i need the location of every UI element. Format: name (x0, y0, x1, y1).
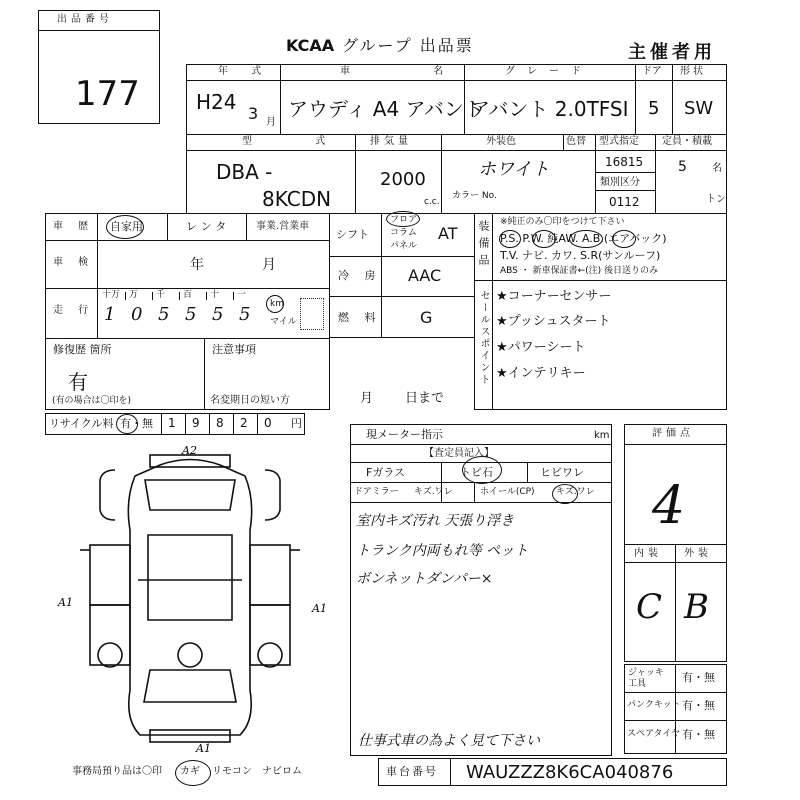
repair-label: 修復歴 箇所 (53, 343, 112, 356)
logo: KCAA (286, 36, 335, 55)
color-no-label: カラー No. (452, 191, 497, 201)
office-remote: リモコン (212, 766, 252, 777)
recycle-digit: 1 (168, 416, 176, 430)
spare-value: 有・無 (682, 728, 715, 741)
lot-number-box (38, 10, 160, 124)
year-label: 年 式 (218, 66, 272, 77)
color-label: 外装色 (486, 136, 516, 147)
grade-value: アバント 2.0TFSI (470, 97, 629, 121)
exterior-value: B (684, 587, 709, 627)
mirror-label: ドアミラー (354, 487, 399, 497)
mileage-digit: 5 (212, 304, 224, 325)
private-use: 自家用 (110, 220, 143, 233)
mileage-digit: 1 (104, 304, 116, 325)
body-label: 形状 (680, 66, 706, 77)
doors-label: ドア (642, 66, 662, 77)
mileage-divider (233, 292, 234, 300)
mileage-unit-label: 千 (156, 290, 166, 300)
recycle-divider (257, 413, 258, 435)
mileage-divider (179, 292, 180, 300)
car-name: アウディ A4 アバント (288, 97, 484, 121)
sheet-title: グループ 出品票 (342, 36, 474, 55)
load-unit: トン (706, 194, 726, 205)
recycle-unit: 円 (291, 417, 302, 430)
inspection-month: 月 (262, 257, 276, 273)
grade-label: グレード (505, 66, 593, 77)
mileage-digit: 5 (158, 304, 170, 325)
shift-floor: フロア (390, 215, 418, 225)
class-label: 類別区分 (600, 177, 640, 188)
puncture-value: 有・無 (682, 699, 715, 712)
vin-label: 車台番号 (386, 765, 438, 778)
mark-a1-rear: A1 (196, 742, 211, 755)
mileage-divider (125, 292, 126, 300)
rental-option: レンタ (186, 220, 231, 233)
history-label: 車 歴 (53, 221, 95, 232)
sales-label: セールスポイント (478, 290, 489, 386)
mark-a1-left: A1 (58, 596, 73, 609)
doors-value: 5 (648, 98, 660, 119)
wheel-circle (552, 484, 578, 504)
fuel-value: G (420, 308, 433, 327)
ab-circle (612, 230, 636, 248)
sales-item-2: ★プッシュスタート (496, 314, 611, 329)
mirror-option: キズ.ワレ (414, 487, 453, 497)
ac-label: 冷 房 (338, 269, 382, 282)
interior-value: C (636, 587, 663, 627)
model-label: 型 式 (242, 136, 356, 147)
mileage-unit-label: 万 (129, 290, 139, 300)
km-unit: km (270, 299, 284, 309)
shift-panel: パネル (390, 241, 418, 251)
note-3: ボンネットダンパー× (356, 571, 493, 587)
equipment-note: ※純正のみ〇印をつけて下さい (500, 217, 625, 227)
remarks-label: 注意事項 (212, 343, 256, 356)
key-circle (175, 760, 211, 786)
wheel-option: キズ.ワレ (556, 487, 595, 497)
mark-a2: A2 (182, 444, 197, 457)
private-circle (106, 215, 144, 239)
mileage-unit-label: 十 (210, 290, 220, 300)
spare-label: スペアタイヤ (627, 729, 681, 739)
note-2: トランク内両もれ等 ペット (356, 543, 529, 559)
month-unit: 月 (266, 117, 276, 128)
score-value: 4 (652, 476, 686, 536)
equipment-line1: P.S. P.W. 純AW. A.B.(エアバック) (500, 232, 667, 245)
color-value: ホワイト (478, 159, 550, 180)
fuel-label: 燃 料 (338, 311, 382, 324)
shift-column: コラム (390, 228, 417, 238)
exterior-label: 外装 (684, 548, 712, 559)
mileage-divider (206, 292, 207, 300)
recycle-circle (116, 414, 138, 434)
office-note: 事務局預り品は〇印 (72, 766, 162, 777)
namechange-day: 日まで (405, 391, 445, 406)
mileage-digit: 5 (239, 304, 251, 325)
recycle-digit: 9 (192, 416, 200, 430)
namechange-month: 月 (360, 391, 374, 406)
chip-circle (462, 456, 502, 484)
car-body-diagram (40, 440, 340, 770)
business-option: 事業.営業車 (256, 221, 310, 232)
seats-label: 定員・積載 (662, 136, 712, 147)
equipment-label: 装備品 (477, 220, 490, 271)
repair-note: (有の場合は〇印を) (52, 396, 132, 406)
inspector-label: 【査定員記入】 (424, 448, 494, 459)
sales-item-1: ★コーナーセンサー (496, 289, 612, 304)
name-label: 車 名 (340, 66, 484, 77)
mark-a1-right: A1 (312, 602, 327, 615)
glass-label: Fガラス (366, 466, 405, 479)
mileage-unit-label: 百 (183, 290, 193, 300)
recycle-divider (185, 413, 186, 435)
recycle-divider (209, 413, 210, 435)
mile-checkbox[interactable] (300, 298, 324, 330)
aw-circle (569, 230, 603, 248)
meter-unit: km (594, 430, 610, 441)
typeno-value: 16815 (605, 155, 644, 169)
recycle-divider (233, 413, 234, 435)
shift-label: シフト (336, 228, 369, 241)
recycle-divider (161, 413, 162, 435)
mileage-digit: 5 (185, 304, 197, 325)
recycle-label: リサイクル料 (49, 417, 114, 430)
score-label: 評価点 (652, 428, 694, 439)
equipment-line2: T.V. ナビ. カワ. S.R(サンルーフ) (500, 249, 661, 262)
sales-item-3: ★パワーシート (496, 340, 586, 355)
namechange-label: 名変期日の短い方 (210, 395, 290, 406)
office-key: カギ (180, 766, 200, 777)
glass-chip: トビ石 (460, 466, 493, 479)
interior-label: 内装 (634, 548, 662, 559)
note-1: 室内キズ汚れ 天張り浮き (356, 513, 515, 529)
recycle-choice: 有・無 (120, 417, 153, 430)
lot-number: 177 (75, 74, 140, 114)
class-value: 0112 (609, 195, 640, 209)
ps-circle (499, 230, 521, 248)
sales-item-4: ★インテリキー (496, 366, 586, 381)
km-circle (266, 295, 284, 313)
inspection-label: 車 検 (53, 257, 95, 268)
jack-value: 有・無 (682, 671, 715, 684)
typeno-label: 型式指定 (599, 136, 639, 147)
equipment-line3: ABS ・ 新車保証書←(注) 後日送りのみ (500, 266, 659, 276)
mile-unit: マイル (270, 317, 297, 327)
seats-unit: 名 (712, 163, 722, 174)
model-code: 8KCDN (262, 187, 332, 211)
floor-circle (386, 211, 420, 227)
recycle-digit: 8 (216, 416, 224, 430)
meter-label: 現メーター指示 (366, 428, 443, 441)
colorbox-label: 色替 (566, 136, 586, 147)
mileage-unit-label: 一 (237, 290, 247, 300)
seats-value: 5 (678, 159, 687, 175)
inspection-year: 年 (190, 257, 204, 273)
recycle-digit: 0 (264, 416, 272, 430)
repair-value: 有 (68, 370, 88, 394)
pw-circle (532, 230, 556, 248)
year-value: H24 (196, 90, 237, 114)
cc-unit: c.c. (424, 197, 440, 207)
mileage-digit: 0 (131, 304, 143, 325)
recycle-digit: 2 (240, 416, 248, 430)
month-value: 3 (248, 104, 259, 123)
cc-label: 排気量 (370, 136, 412, 147)
ac-value: AAC (408, 266, 442, 285)
body-value: SW (684, 98, 714, 119)
lot-label: 出品番号 (57, 14, 113, 25)
mileage-label: 走 行 (53, 305, 95, 316)
office-navi: ナビロム (262, 766, 302, 777)
copy-label: 主催者用 (628, 42, 716, 63)
footer-note: 仕事式車の為よく見て下さい (358, 733, 540, 749)
mileage-divider (152, 292, 153, 300)
puncture-label: パンクキット (627, 700, 681, 710)
shift-value: AT (438, 224, 458, 243)
vin-value: WAUZZZ8K6CA040876 (466, 762, 674, 783)
glass-crack: ヒビワレ (540, 466, 584, 479)
wheel-label: ホイール(CP) (480, 487, 535, 497)
cc-value: 2000 (380, 169, 426, 190)
model-prefix: DBA - (216, 160, 273, 184)
jack-label: ジャッキ工具 (628, 668, 664, 689)
mileage-unit-label: 十万 (102, 290, 121, 300)
